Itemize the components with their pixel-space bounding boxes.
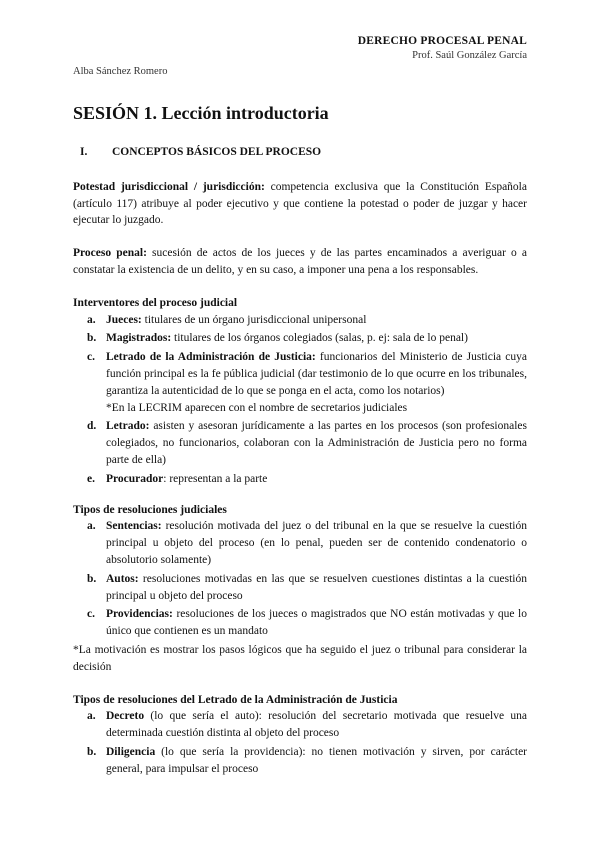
item-text: titulares de un órgano jurisdiccional unipersonal bbox=[141, 313, 367, 326]
motivation-note: *La motivación es mostrar los pasos lógicos que ha seguido el juez o tribunal para considerar la decisión bbox=[73, 643, 527, 673]
item-text: (lo que sería la providencia): no tienen motivación y sirven, por carácter general, para impulsar el proceso bbox=[106, 745, 527, 775]
document-body bbox=[73, 100, 527, 792]
definition-potestad bbox=[73, 179, 527, 229]
item-text: : representan a la parte bbox=[163, 472, 268, 485]
course-title: DERECHO PROCESAL PENAL bbox=[357, 35, 527, 47]
item-term: Letrado: bbox=[106, 420, 150, 433]
list-letter: b. bbox=[87, 332, 97, 345]
item-note: *En la LECRIM aparecen con el nombre de secretarios judiciales bbox=[106, 401, 408, 414]
professor-name: Prof. Saúl González García bbox=[412, 50, 527, 61]
resoluciones-laj-list bbox=[73, 708, 527, 777]
list-item bbox=[73, 606, 527, 640]
section-title: CONCEPTOS BÁSICOS DEL PROCESO bbox=[112, 146, 322, 158]
item-term: Procurador bbox=[106, 472, 164, 485]
item-text: resoluciones motivadas en las que se resuelven cuestiones distintas a la cuestión principal u objeto del proceso bbox=[106, 572, 527, 602]
item-term: Autos: bbox=[106, 572, 139, 585]
definition-proceso bbox=[73, 245, 527, 279]
intervinientes-list bbox=[73, 312, 527, 488]
item-text: asisten y asesoran jurídicamente a las partes en los procesos (son profesionales colegiados, no funcionarios, colaboran con la Administración de Justicia pero no forma parte de ella) bbox=[106, 420, 527, 466]
subheading-resoluciones: Tipos de resoluciones judiciales bbox=[73, 503, 227, 516]
list-letter: b. bbox=[87, 745, 97, 758]
page-header bbox=[358, 35, 527, 61]
list-letter: a. bbox=[87, 520, 96, 533]
item-term: Magistrados: bbox=[106, 332, 172, 345]
list-letter: e. bbox=[87, 472, 95, 485]
section-number: I. bbox=[80, 146, 88, 158]
item-term: Decreto bbox=[106, 710, 145, 723]
item-term: Sentencias: bbox=[106, 520, 162, 533]
list-item bbox=[73, 571, 527, 605]
list-item bbox=[73, 349, 527, 416]
definition-text: sucesión de actos de los jueces y de las partes encaminados a averiguar o a constatar la existencia de un delito, y en su caso, a imponer una pena a los responsables. bbox=[73, 247, 528, 276]
list-item bbox=[73, 418, 527, 468]
list-letter: c. bbox=[87, 608, 95, 621]
item-text: titulares de los órganos colegiados (salas, p. ej: sala de lo penal) bbox=[171, 332, 468, 345]
item-term: Letrado de la Administración de Justicia: bbox=[106, 351, 316, 364]
list-item bbox=[73, 518, 527, 568]
session-title: SESIÓN 1. Lección introductoria bbox=[73, 103, 329, 123]
list-item bbox=[73, 708, 527, 742]
list-letter: a. bbox=[87, 313, 96, 326]
list-item bbox=[73, 471, 527, 488]
definition-term: Potestad jurisdiccional / jurisdicción: bbox=[73, 180, 265, 193]
list-item bbox=[73, 744, 527, 778]
item-term: Providencias: bbox=[106, 608, 173, 621]
item-text: resoluciones de los jueces o magistrados que NO están motivadas y que lo único que contienen es un mandato bbox=[106, 608, 527, 638]
item-text: funcionarios del Ministerio de Justicia cuya función principal es la fe pública judicial (dar testimonio de lo que ocurre en los tribunales, garantiza la autenticidad de lo que se ponga en el acta, como los notarios) bbox=[106, 351, 527, 397]
author-name: Alba Sánchez Romero bbox=[73, 66, 168, 77]
section-heading bbox=[73, 144, 527, 161]
resoluciones-list bbox=[73, 518, 527, 640]
list-letter: c. bbox=[87, 351, 95, 364]
item-text: resolución motivada del juez o del tribunal en la que se resuelve la cuestión principal u objeto del proceso (en lo penal, pueden ser de contenido condenatorio o absolutorio solamente) bbox=[106, 520, 527, 566]
list-item bbox=[73, 330, 527, 347]
list-item bbox=[73, 312, 527, 329]
definition-term: Proceso penal: bbox=[73, 247, 147, 260]
subheading-resoluciones-laj: Tipos de resoluciones del Letrado de la Administración de Justicia bbox=[73, 693, 398, 706]
list-letter: a. bbox=[87, 710, 96, 723]
item-text: (lo que sería el auto): resolución del secretario motivada que resuelve una determinada cuestión distinta al objeto del proceso bbox=[106, 710, 527, 740]
list-letter: d. bbox=[87, 420, 97, 433]
subheading-intervinientes: Interventores del proceso judicial bbox=[73, 296, 238, 309]
item-term: Jueces: bbox=[106, 313, 142, 326]
item-term: Diligencia bbox=[106, 745, 156, 758]
definition-text: competencia exclusiva que la Constitución Española (artículo 117) atribuye al poder ejecutivo y que contiene la potestad o poder de juzgar y hacer ejecutar lo juzgado. bbox=[73, 180, 527, 227]
list-letter: b. bbox=[87, 572, 97, 585]
